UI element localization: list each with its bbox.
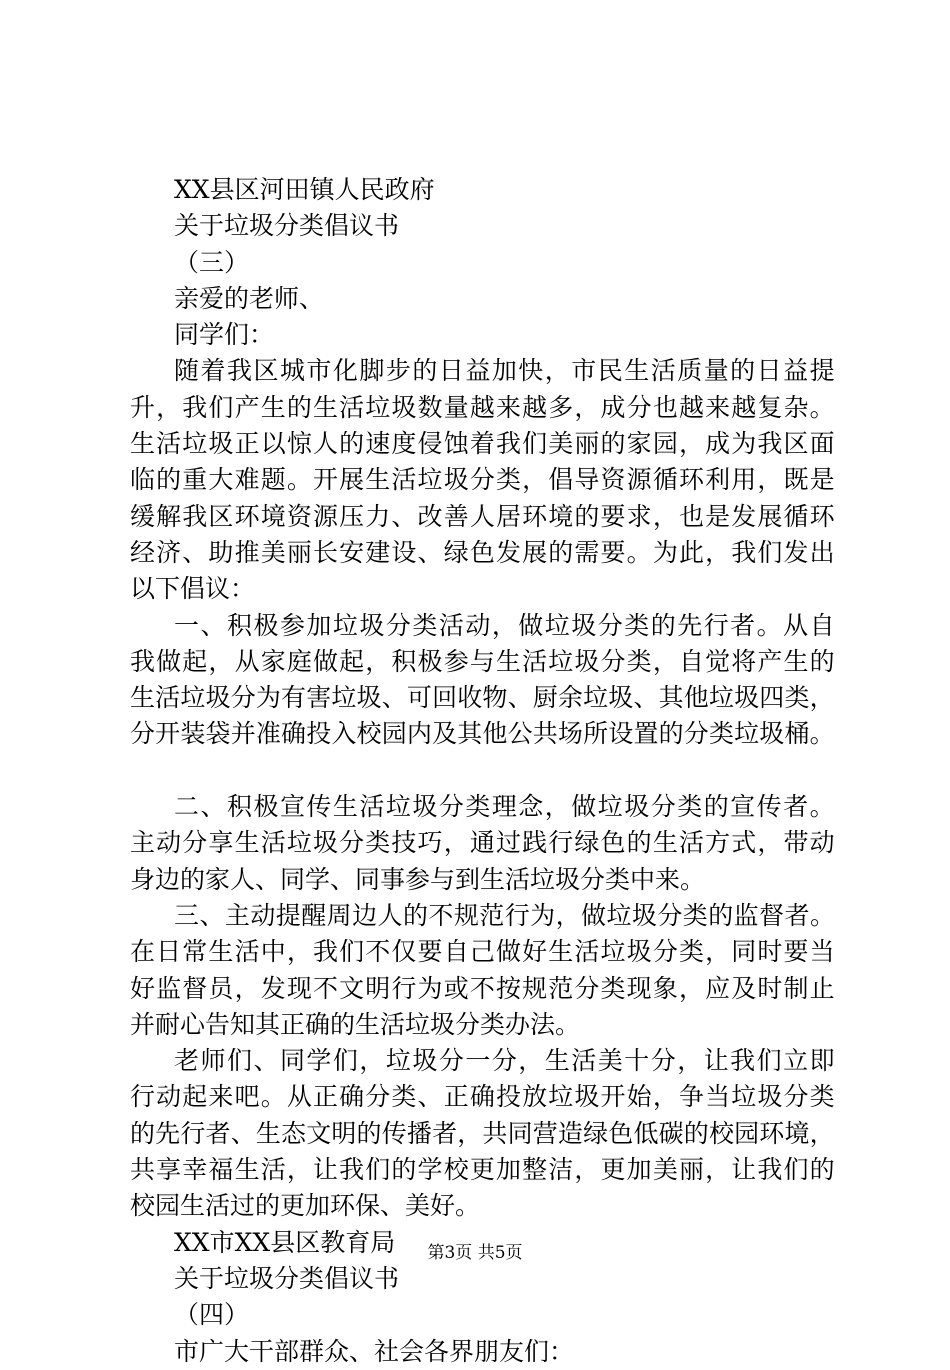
salutation-line: 同学们： <box>174 320 275 350</box>
blank-line <box>130 753 835 789</box>
paragraph-line: 好 监 督 员 ， 发 现 不 文 明 行 为 或 不 按 规 范 分 类 现 象 ， 应 及 时 制 止 <box>130 973 835 1003</box>
paragraph-line: 生 活 垃 圾 分 为 有 害 垃 圾 、 可 回 收 物 、 厨 余 垃 圾 、 其 他 垃 圾 四 类 ， <box>130 683 835 713</box>
document-title: 关于垃圾分类倡议书 <box>174 1263 400 1293</box>
document-body <box>130 172 835 1370</box>
paragraph-line: 我 做 起 ， 从 家 庭 做 起 ， 积 极 参 与 生 活 垃 圾 分 类 ， 自 觉 将 产 生 的 <box>130 646 835 676</box>
paragraph-line: 在 日 常 生 活 中 ， 我 们 不 仅 要 自 己 做 好 生 活 垃 圾 分 类 ， 同 时 要 当 <box>130 937 835 967</box>
paragraph-line: 经 济 、 助 推 美 丽 长 安 建 设 、 绿 色 发 展 的 需 要 。 为 此 ， 我 们 发 出 <box>130 537 835 567</box>
issuer-line: XX县区河田镇人民政府 <box>174 175 435 204</box>
paragraph-line: 校园生活过的更加环保、美好。 <box>130 1191 481 1221</box>
paragraph-line: 随 着 我 区 城 市 化 脚 步 的 日 益 加 快 ， 市 民 生 活 质 量 的 日 益 提 <box>174 356 835 386</box>
page-number-footer: 第3页 共5页 <box>427 1243 523 1263</box>
paragraph-line: 老 师 们 、 同 学 们 ， 垃 圾 分 一 分 ， 生 活 美 十 分 ， 让 我 们 立 即 <box>174 1046 835 1076</box>
section-number: （四） <box>174 1300 250 1330</box>
paragraph-line: 主 动 分 享 生 活 垃 圾 分 类 技 巧 ， 通 过 践 行 绿 色 的 生 活 方 式 ， 带 动 <box>130 828 835 858</box>
paragraph-line: 并耐心告知其正确的生活垃圾分类办法。 <box>130 1009 581 1039</box>
paragraph-line: 以下倡议： <box>130 574 256 604</box>
paragraph-line: 行 动 起 来 吧 。 从 正 确 分 类 、 正 确 投 放 垃 圾 开 始 ， 争 当 垃 圾 分 类 <box>130 1082 835 1112</box>
paragraph-line: 缓 解 我 区 环 境 资 源 压 力 、 改 善 人 居 环 境 的 要 求 ， 也 是 发 展 循 环 <box>130 501 835 531</box>
salutation-line: 市广大干部群众、社会各界朋友们： <box>174 1336 575 1366</box>
paragraph-line: 升 ， 我 们 产 生 的 生 活 垃 圾 数 量 越 来 越 多 ， 成 分 也 越 来 越 复 杂 。 <box>130 392 835 422</box>
paragraph-line: 临 的 重 大 难 题 。 开 展 生 活 垃 圾 分 类 ， 倡 导 资 源 循 环 利 用 ， 既 是 <box>130 465 835 495</box>
paragraph-line: 一 、 积 极 参 加 垃 圾 分 类 活 动 ， 做 垃 圾 分 类 的 先 行 者 。 从 自 <box>174 610 835 640</box>
paragraph-line: 生 活 垃 圾 正 以 惊 人 的 速 度 侵 蚀 着 我 们 美 丽 的 家 园 ， 成 为 我 区 面 <box>130 429 835 459</box>
paragraph-line: 分 开 装 袋 并 准 确 投 入 校 园 内 及 其 他 公 共 场 所 设 置 的 分 类 垃 圾 桶 。 <box>130 719 835 749</box>
document-title: 关于垃圾分类倡议书 <box>174 211 400 241</box>
paragraph-line: 二 、 积 极 宣 传 生 活 垃 圾 分 类 理 念 ， 做 垃 圾 分 类 的 宣 传 者 。 <box>174 792 835 822</box>
issuer-line: XX市XX县区教育局 <box>174 1227 396 1257</box>
paragraph-line: 三 、 主 动 提 醒 周 边 人 的 不 规 范 行 为 ， 做 垃 圾 分 类 的 监 督 者 。 <box>174 900 835 930</box>
salutation-line: 亲爱的老师、 <box>174 283 325 313</box>
paragraph-line: 身边的家人、同学、同事参与到生活垃圾分类中来。 <box>130 864 706 894</box>
section-number: （三） <box>174 247 250 277</box>
paragraph-line: 共 享 幸 福 生 活 ， 让 我 们 的 学 校 更 加 整 洁 ， 更 加 美 丽 ， 让 我 们 的 <box>130 1155 835 1185</box>
paragraph-line: 的 先 行 者 、 生 态 文 明 的 传 播 者 ， 共 同 营 造 绿 色 低 碳 的 校 园 环 境 ， <box>130 1118 835 1148</box>
